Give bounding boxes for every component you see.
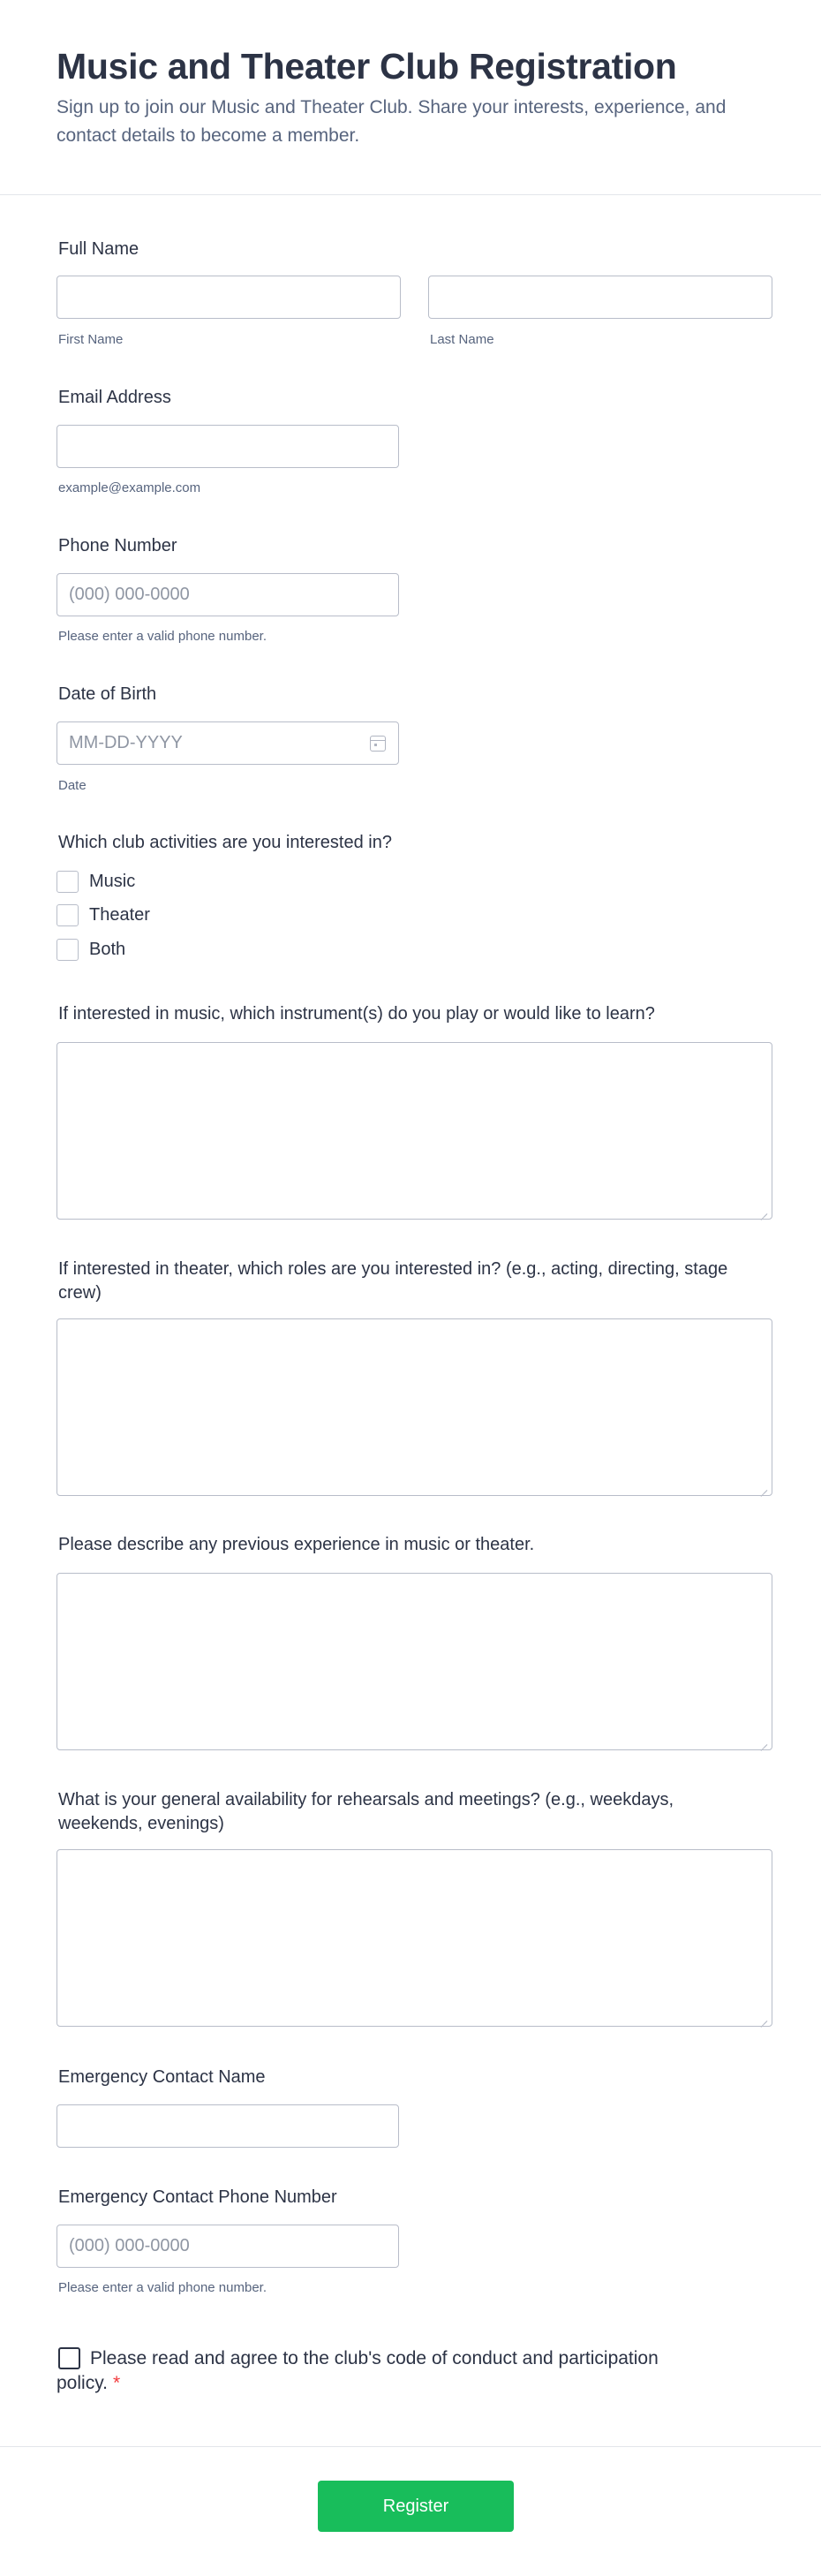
phone-input[interactable] xyxy=(56,573,399,616)
phone-label: Phone Number xyxy=(58,536,177,555)
agreement-label[interactable] xyxy=(56,2346,692,2396)
instruments-textarea[interactable] xyxy=(56,1042,772,1220)
availability-textarea[interactable] xyxy=(56,1849,772,2027)
emergency-phone-sublabel: Please enter a valid phone number. xyxy=(58,2280,267,2295)
last-name-input[interactable] xyxy=(428,276,772,319)
checkbox-music[interactable] xyxy=(56,871,79,893)
first-name-input[interactable] xyxy=(56,276,401,319)
emergency-phone-input[interactable] xyxy=(56,2225,399,2268)
calendar-icon[interactable] xyxy=(370,736,386,752)
dob-sublabel: Date xyxy=(58,778,87,793)
roles-textarea[interactable] xyxy=(56,1318,772,1496)
experience-textarea[interactable] xyxy=(56,1573,772,1750)
dob-label: Date of Birth xyxy=(58,684,157,704)
emergency-name-label: Emergency Contact Name xyxy=(58,2067,266,2087)
availability-label: What is your general availability for rehearsals and meetings? (e.g., weekdays, weekends, evenings) xyxy=(58,1790,674,1833)
emergency-name-input[interactable] xyxy=(56,2104,399,2148)
form-header xyxy=(0,0,821,195)
checkbox-music-label[interactable]: Music xyxy=(89,872,136,891)
last-name-sublabel: Last Name xyxy=(430,332,494,347)
required-mark: * xyxy=(112,2373,121,2393)
resize-grip-icon[interactable] xyxy=(760,1484,767,1491)
checkbox-theater[interactable] xyxy=(56,904,79,926)
email-sublabel: example@example.com xyxy=(58,480,201,495)
dob-input[interactable] xyxy=(56,721,399,765)
email-label: Email Address xyxy=(58,388,171,407)
checkbox-theater-label[interactable]: Theater xyxy=(89,905,150,925)
roles-label: If interested in theater, which roles are you interested in? (e.g., acting, directing, stage crew) xyxy=(58,1259,728,1303)
checkbox-both-label[interactable]: Both xyxy=(89,940,126,959)
page-subtitle: Sign up to join our Music and Theater Club. Share your interests, experience, and contact details to become a member. xyxy=(56,97,727,146)
phone-sublabel: Please enter a valid phone number. xyxy=(58,629,267,644)
emergency-phone-label: Emergency Contact Phone Number xyxy=(58,2187,337,2207)
first-name-sublabel: First Name xyxy=(58,332,124,347)
checkbox-both[interactable] xyxy=(56,939,79,961)
instruments-label: If interested in music, which instrument(s) do you play or would like to learn? xyxy=(58,1004,655,1024)
agreement-text: Please read and agree to the club's code of conduct and participation policy. xyxy=(56,2348,659,2393)
full-name-label: Full Name xyxy=(58,239,139,259)
experience-label: Please describe any previous experience in music or theater. xyxy=(58,1535,535,1554)
page-title: Music and Theater Club Registration xyxy=(56,46,677,87)
footer-divider xyxy=(0,2446,821,2447)
resize-grip-icon[interactable] xyxy=(760,1738,767,1745)
email-input[interactable] xyxy=(56,425,399,468)
resize-grip-icon[interactable] xyxy=(760,1207,767,1214)
resize-grip-icon[interactable] xyxy=(760,2014,767,2021)
register-button[interactable]: Register xyxy=(318,2481,514,2532)
activities-label: Which club activities are you interested in? xyxy=(58,833,392,852)
